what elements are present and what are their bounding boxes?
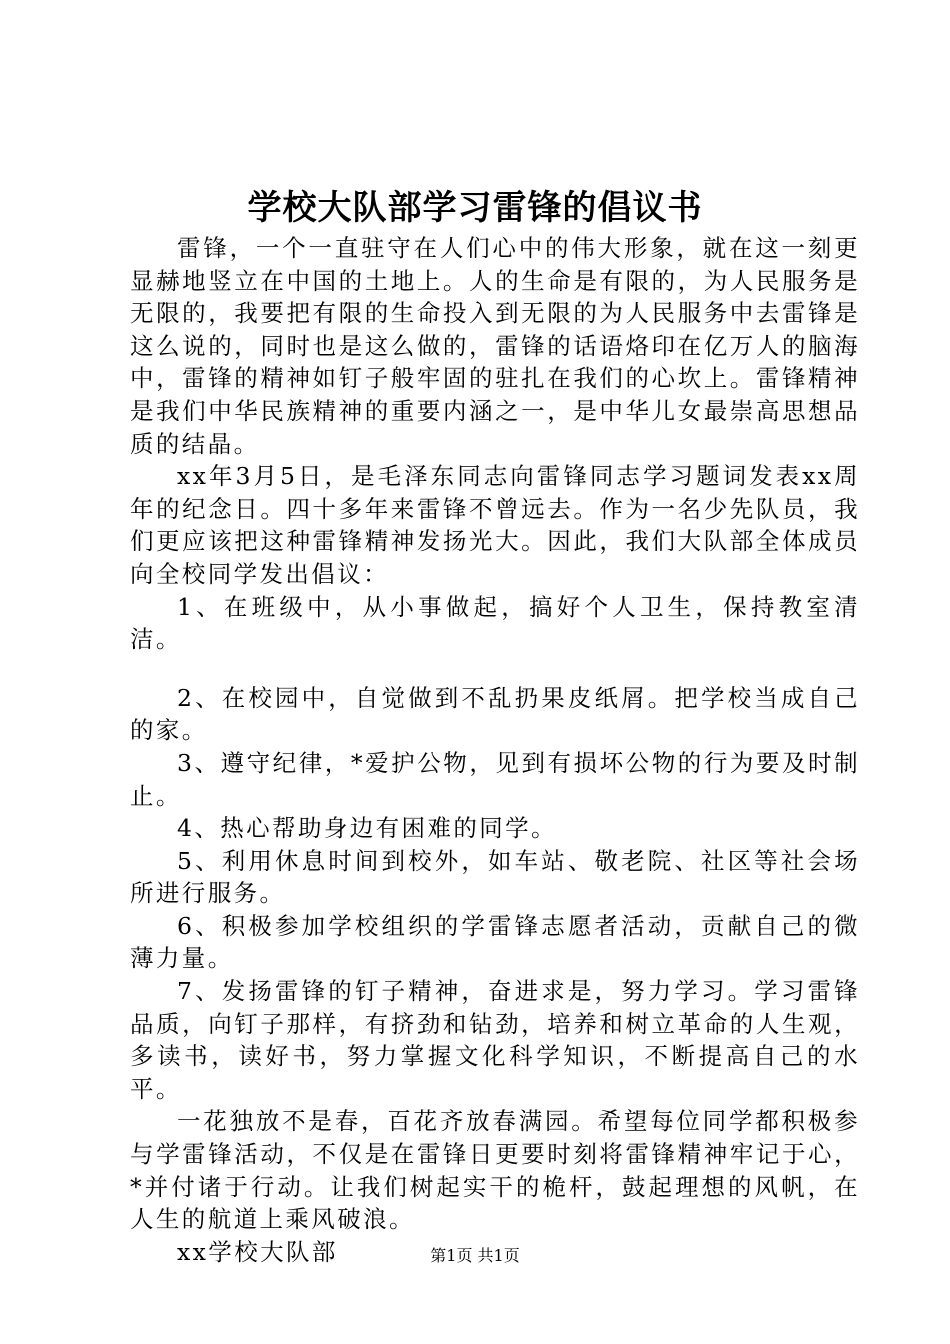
document-title: 学校大队部学习雷锋的倡议书 [247,188,703,228]
proposal-item-4: 4、热心帮助身边有困难的同学。 [177,814,557,843]
proposal-item-3: 3、遵守纪律，*爱护公物，见到有损坏公物的行为要及时制止。 [130,748,860,810]
proposal-item-1: 1、在班级中，从小事做起，搞好个人卫生，保持教室清洁。 [130,592,860,654]
proposal-item-5: 5、利用休息时间到校外，如车站、敬老院、社区等社会场所进行服务。 [130,846,860,908]
blank-line [130,656,860,682]
paragraph-closing: 一花独放不是春，百花齐放春满园。希望每位同学都积极参与学雷锋活动，不仅是在雷锋日更要时刻将雷锋精神牢记于心，*并付诸于行动。让我们树起实干的桅杆，鼓起理想的风帆，在人生的航道上乘风破浪。 [130,1107,860,1234]
document-body [130,232,860,1268]
paragraph-anniversary: xx年3月5日，是毛泽东同志向雷锋同志学习题词发表xx周年的纪念日。四十多年来雷锋不曾远去。作为一名少先队员，我们更应该把这种雷锋精神发扬光大。因此，我们大队部全体成员向全校同学发出倡议： [130,462,860,588]
proposal-item-6: 6、积极参加学校组织的学雷锋志愿者活动，贡献自己的微薄力量。 [130,911,860,973]
paragraph-intro: 雷锋，一个一直驻守在人们心中的伟大形象，就在这一刻更显赫地竖立在中国的土地上。人的生命是有限的，为人民服务是无限的，我要把有限的生命投入到无限的为人民服务中去雷锋是这么说的，同时也是这么做的，雷锋的话语烙印在亿万人的脑海中，雷锋的精神如钉子般牢固的驻扎在我们的心坎上。雷锋精神是我们中华民族精神的重要内涵之一，是中华儿女最崇高思想品质的结晶。 [130,234,860,458]
proposal-item-2: 2、在校园中，自觉做到不乱扔果皮纸屑。把学校当成自己的家。 [130,683,860,745]
signature: xx学校大队部 [177,1237,338,1266]
proposal-item-7: 7、发扬雷锋的钉子精神，奋进求是，努力学习。学习雷锋品质，向钉子那样，有挤劲和钻劲，培养和树立革命的人生观，多读书，读好书，努力掌握文化科学知识，不断提高自己的水平。 [130,977,860,1103]
page-footer: 第1页 共1页 [430,1246,520,1265]
